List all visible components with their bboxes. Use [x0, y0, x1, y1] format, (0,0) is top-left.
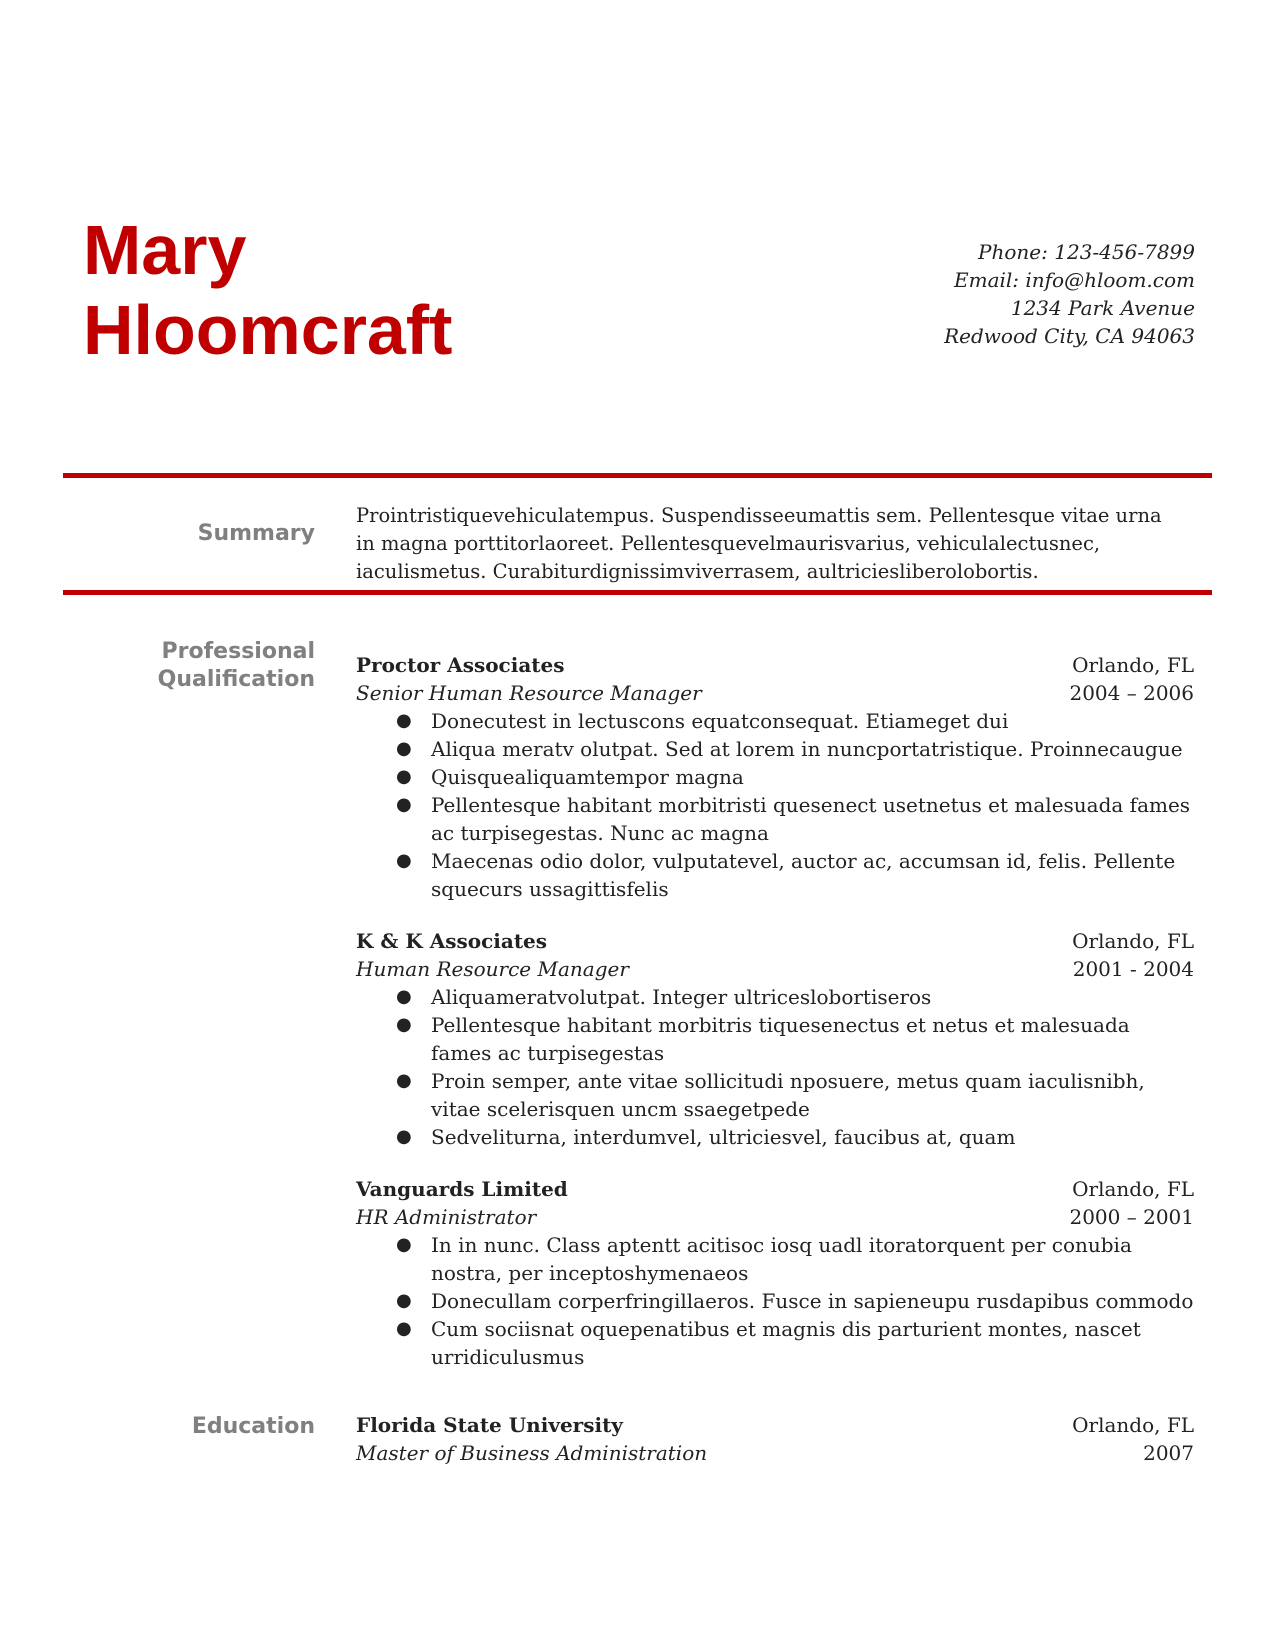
experience-list — [356, 651, 1194, 1395]
bullet-text: Aliqua meratv olutpat. Sed at lorem in nuncportatristique. Proinnecaugue — [431, 737, 1183, 761]
bullet-item — [356, 983, 1194, 1011]
bullet-item — [356, 1011, 1194, 1067]
job-dates: 2004 – 2006 — [1069, 681, 1194, 705]
contact-phone: Phone: 123-456-7899 — [978, 240, 1195, 264]
education-entry — [356, 1411, 1194, 1467]
job-header-row — [356, 651, 1194, 679]
bullet-icon: ● — [396, 794, 412, 815]
bullet-text: Pellentesque habitant morbitris tiquesenectus et netus et malesuada fames ac turpisegestas — [431, 1013, 1130, 1065]
name-last: Hloomcraft — [83, 291, 453, 369]
bullet-item — [356, 1315, 1194, 1371]
experience-label-line2: Qualification — [157, 667, 315, 692]
job-company: Vanguards Limited — [356, 1177, 568, 1201]
education-school: Florida State University — [356, 1413, 623, 1437]
bullet-item — [356, 847, 1194, 903]
job-entry — [356, 1175, 1194, 1371]
education-degree: Master of Business Administration — [356, 1441, 708, 1465]
job-location: Orlando, FL — [1072, 929, 1194, 953]
bullet-icon: ● — [396, 1070, 412, 1091]
contact-city: Redwood City, CA 94063 — [944, 324, 1195, 348]
job-title: HR Administrator — [356, 1205, 537, 1229]
job-dates: 2001 - 2004 — [1072, 957, 1194, 981]
job-company: Proctor Associates — [356, 653, 565, 677]
job-header-row — [356, 927, 1194, 955]
job-location: Orlando, FL — [1072, 1177, 1194, 1201]
bullet-icon: ● — [396, 1126, 412, 1147]
bullet-icon: ● — [396, 1290, 412, 1311]
bullet-item — [356, 1231, 1194, 1287]
job-bullets — [356, 707, 1194, 903]
contact-street: 1234 Park Avenue — [1010, 296, 1195, 320]
job-title: Senior Human Resource Manager — [356, 681, 702, 705]
bullet-icon: ● — [396, 1318, 412, 1339]
education-label: Education — [191, 1414, 315, 1439]
job-bullets — [356, 983, 1194, 1151]
bullet-text: Quisquealiquamtempor magna — [431, 765, 744, 789]
bullet-icon: ● — [396, 850, 412, 871]
bullet-text: In in nunc. Class aptentt acitisoc iosq uadl itoratorquent per conubia nostra, per inceptoshymenaeos — [431, 1233, 1132, 1285]
bullet-text: Sedveliturna, interdumvel, ultriciesvel, faucibus at, quam — [431, 1125, 1016, 1149]
bullet-item — [356, 707, 1194, 735]
bullet-text: Donecutest in lectuscons equatconsequat. Etiameget dui — [431, 709, 1009, 733]
education-year: 2007 — [1143, 1441, 1194, 1465]
education-degree-row — [356, 1439, 1194, 1467]
job-title-row — [356, 1203, 1194, 1231]
bullet-text: Pellentesque habitant morbitristi quesenect usetnetus et malesuada fames ac turpisegestas. Nunc ac magna — [431, 793, 1191, 845]
summary-top-rule — [63, 473, 1212, 478]
bullet-item — [356, 1067, 1194, 1123]
bullet-item — [356, 1123, 1194, 1151]
job-dates: 2000 – 2001 — [1069, 1205, 1194, 1229]
contact-email: Email: info@hloom.com — [954, 268, 1195, 292]
bullet-text: Donecullam corperfringillaeros. Fusce in sapieneupu rusdapibus commodo — [431, 1289, 1194, 1313]
bullet-text: Cum sociisnat oquepenatibus et magnis dis parturient montes, nascet urridiculusmus — [431, 1317, 1141, 1369]
bullet-icon: ● — [396, 986, 412, 1007]
bullet-icon: ● — [396, 738, 412, 759]
bullet-text: Maecenas odio dolor, vulputatevel, auctor ac, accumsan id, felis. Pellente squecurs ussagittisfelis — [431, 849, 1176, 901]
bullet-icon: ● — [396, 1014, 412, 1035]
summary-bottom-rule — [63, 590, 1212, 595]
experience-label — [63, 638, 315, 694]
bullet-icon: ● — [396, 710, 412, 731]
job-title-row — [356, 955, 1194, 983]
experience-label-line1: Professional — [161, 639, 315, 664]
job-header-row — [356, 1175, 1194, 1203]
education-header-row — [356, 1411, 1194, 1439]
bullet-icon: ● — [396, 766, 412, 787]
bullet-item — [356, 735, 1194, 763]
job-entry — [356, 927, 1194, 1151]
summary-label: Summary — [197, 521, 315, 546]
bullet-icon: ● — [396, 1234, 412, 1255]
job-entry — [356, 651, 1194, 903]
candidate-name — [83, 210, 452, 370]
bullet-item — [356, 763, 1194, 791]
bullet-item — [356, 791, 1194, 847]
contact-block — [944, 238, 1195, 350]
bullet-item — [356, 1287, 1194, 1315]
job-company: K & K Associates — [356, 929, 548, 953]
job-title-row — [356, 679, 1194, 707]
job-title: Human Resource Manager — [356, 957, 629, 981]
bullet-text: Aliquameratvolutpat. Integer ultriceslobortiseros — [431, 985, 932, 1009]
name-first: Mary — [83, 211, 247, 289]
education-location: Orlando, FL — [1072, 1413, 1194, 1437]
job-location: Orlando, FL — [1072, 653, 1194, 677]
summary-text: Prointristiquevehiculatempus. Suspendisseeumattis sem. Pellentesque vitae urna in magna porttitorlaoreet. Pellentesquevelmaurisvarius, vehiculalectusnec, iaculismetus. Curabiturdignissimviverrasem, aultriciesliberolobortis. — [356, 504, 1162, 583]
job-bullets — [356, 1231, 1194, 1371]
bullet-text: Proin semper, ante vitae sollicitudi nposuere, metus quam iaculisnibh, vitae scelerisquen uncm ssaegetpede — [431, 1069, 1145, 1121]
